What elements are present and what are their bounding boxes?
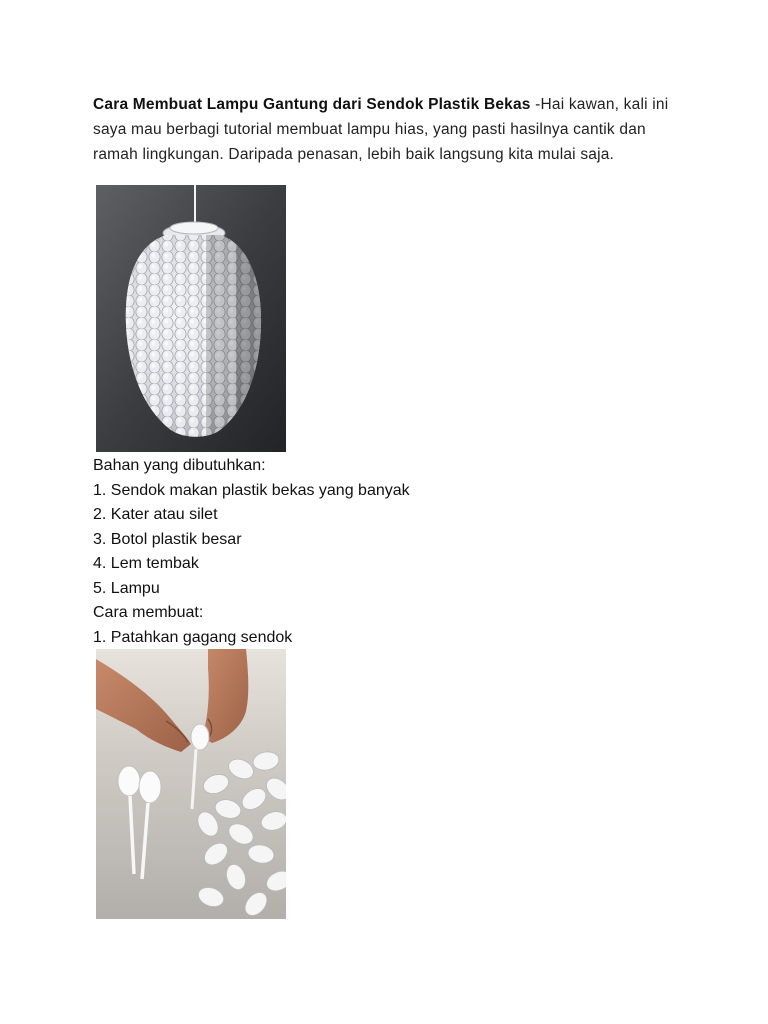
steps-heading: Cara membuat: — [93, 604, 204, 621]
material-item: 4. Lem tembak — [93, 555, 199, 572]
material-item: 3. Botol plastik besar — [93, 530, 242, 548]
hands-photo — [96, 649, 286, 919]
material-item: 1. Sendok makan plastik bekas yang banyak — [93, 481, 410, 499]
material-item: 5. Lampu — [93, 579, 160, 597]
material-item: 2. Kater atau silet — [93, 506, 218, 523]
article-title: Cara Membuat Lampu Gantung dari Sendok Plastik Bekas — [93, 96, 531, 113]
intro-text: -Hai kawan, kali ini saya mau berbagi tutorial membuat lampu hias, yang pasti hasilnya cantik dan ramah lingkungan. Daripada penasan, lebih baik langsung kita mulai saja. — [93, 96, 669, 163]
instruction-list — [93, 454, 593, 650]
step-item: 1. Patahkan gagang sendok — [93, 628, 293, 646]
materials-heading: Bahan yang dibutuhkan: — [93, 457, 266, 474]
lamp-photo — [96, 185, 286, 452]
intro-paragraph — [93, 92, 683, 167]
